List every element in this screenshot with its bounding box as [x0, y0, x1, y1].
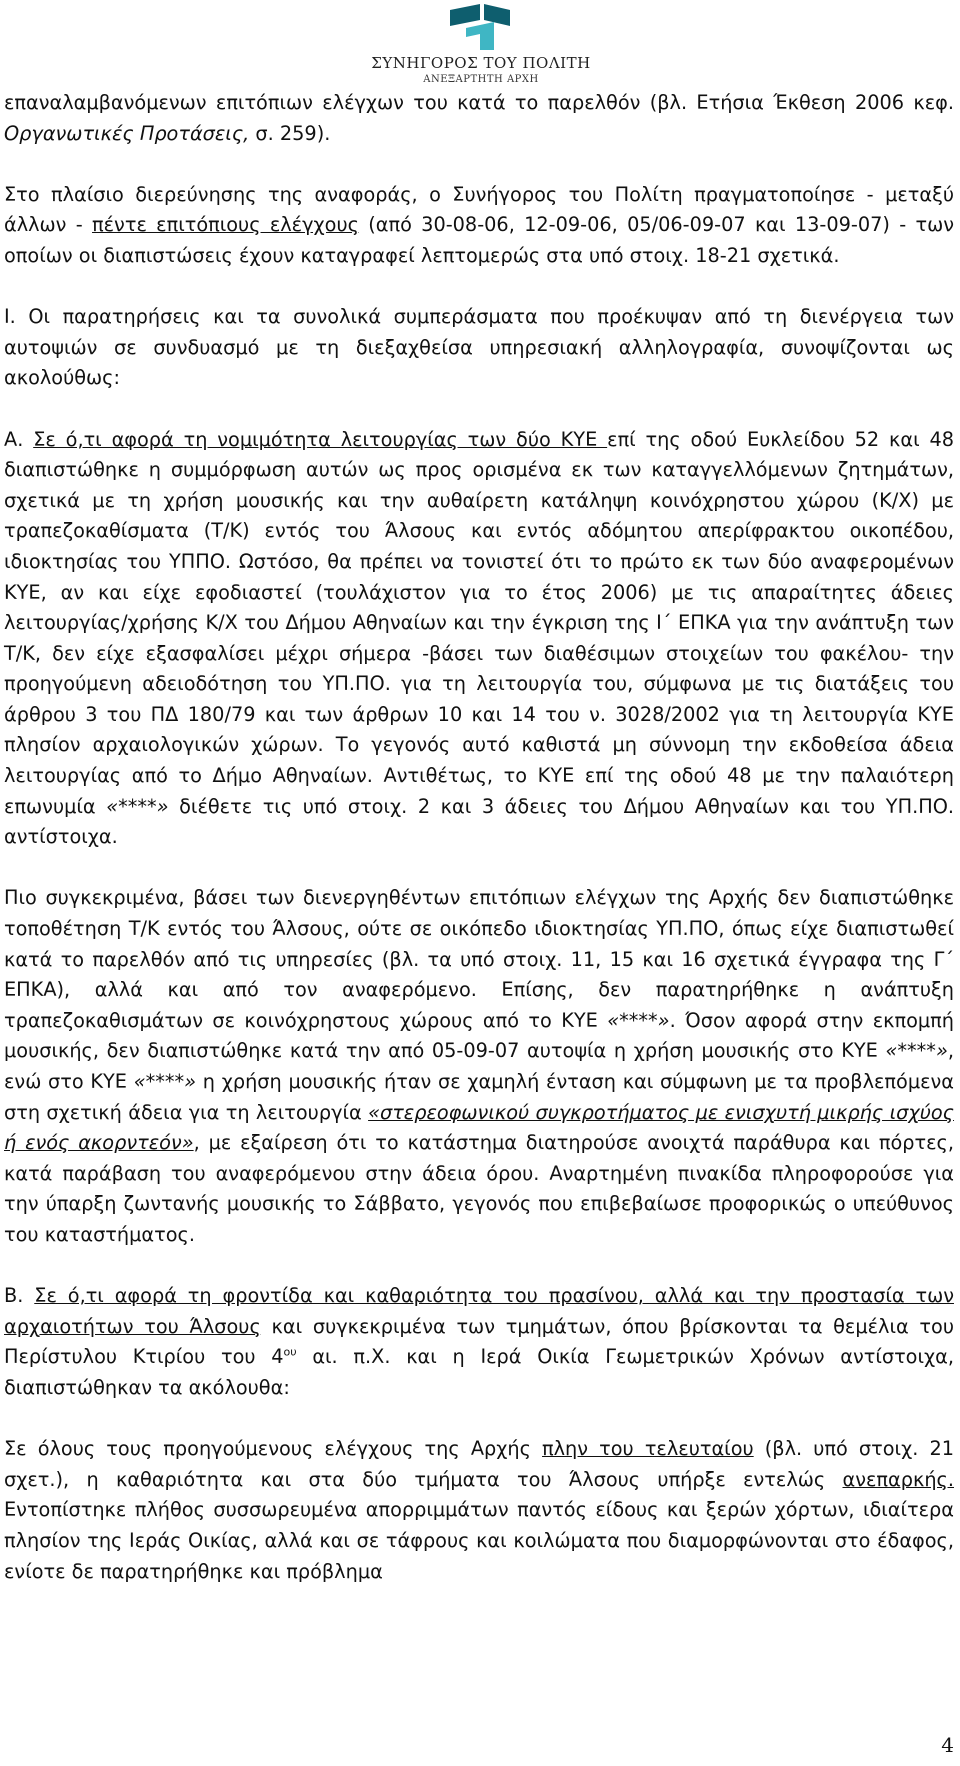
paragraph-6: Β. Σε ό,τι αφορά τη φροντίδα και καθαριότητα του πρασίνου, αλλά και την προστασία των αρχαιοτήτων του Άλσους και συγκεκριμένα των τμημάτων, όπου βρίσκονται τα θεμέλια του Περίστυλου Κτιρίου του $4^{o\upsilon}$ αι. π.Χ. και η Ιερά Οικία Γεωμετρικών Χρόνων αντίστοιχα, διαπιστώθηκαν τα ακόλουθα:	[4, 1284, 954, 1399]
header-logo	[366, 2, 596, 88]
page-number: 4	[941, 1733, 954, 1757]
paragraph-2: Στο πλαίσιο διερεύνησης της αναφοράς, ο Συνήγορος του Πολίτη πραγματοποίησε - μεταξύ άλλων - πέντε επιτόπιους ελέγχους (από 30-08-06, 12-09-06, 05/06-09-07 και 13-09-07) - των οποίων οι διαπιστώσεις έχουν καταγραφεί λεπτομερώς στα υπό στοιχ. 18-21 σχετικά.	[4, 182, 954, 267]
ombudsman-logo-icon	[444, 2, 516, 52]
paragraph-3: Ι. Οι παρατηρήσεις και τα συνολικά συμπεράσματα που προέκυψαν από τη διενέργεια των αυτοψιών σε συνδυασμό με τη διεξαχθείσα υπηρεσιακή αλληλογραφία, συνοψίζονται ως ακολούθως:	[4, 305, 954, 390]
document-body	[4, 88, 954, 1587]
paragraph-5: Πιο συγκεκριμένα, βάσει των διενεργηθέντων επιτόπιων ελέγχων της Αρχής δεν διαπιστώθηκε τοποθέτηση Τ/Κ εντός του Άλσους, ούτε σε οικόπεδο ιδιοκτησίας ΥΠ.ΠΟ, όπως είχε διαπιστωθεί κατά το παρελθόν από τις υπηρεσίες (βλ. τα υπό στοιχ. 11, 15 και 16 σχετικά έγγραφα της Γ΄ ΕΠΚΑ), αλλά και από τον αναφερόμενο. Επίσης, δεν παρατηρήθηκε η ανάπτυξη τραπεζοκαθισμάτων σε κοινόχρηστους χώρους από το ΚΥΕ «****». Όσον αφορά στην εκπομπή μουσικής, δεν διαπιστώθηκε κατά την από 05-09-07 αυτοψία η χρήση μουσικής στο ΚΥΕ «****», ενώ στο ΚΥΕ «****» η χρήση μουσικής ήταν σε χαμηλή ένταση και σύμφωνη με τα προβλεπόμενα στη σχετική άδεια για τη λειτουργία «στερεοφωνικού συγκροτήματος με ενισχυτή μικρής ισχύος ή ενός ακορντεόν», με εξαίρεση ότι το κατάστημα διατηρούσε ανοιχτά παράθυρα και πόρτες, κατά παράβαση του αναφερόμενου στην άδεια όρου. Αναρτημένη πινακίδα πληροφορούσε για την ύπαρξη ζωντανής μουσικής το Σάββατο, γεγονός που επιβεβαίωσε προφορικώς ο υπεύθυνος του καταστήματος.	[4, 886, 954, 1246]
paragraph-7: Σε όλους τους προηγούμενους ελέγχους της Αρχής πλην του τελευταίου (βλ. υπό στοιχ. 21 σχετ.), η καθαριότητα και στα δύο τμήματα του Άλσους υπήρξε εντελώς ανεπαρκής. Εντοπίστηκε πλήθος συσσωρευμένα απορριμμάτων παντός είδους και ξερών χόρτων, ιδιαίτερα πλησίον της Ιεράς Οικίας, αλλά και σε τάφρους και κοιλώματα που διαμορφώνονται στο έδαφος, ενίοτε δε παρατηρήθηκε και πρόβλημα	[4, 1437, 954, 1583]
org-name: ΣΥΝΗΓΟΡΟΣ ΤΟΥ ΠΟΛΙΤΗ	[371, 54, 591, 72]
paragraph-1: επαναλαμβανόμενων επιτόπιων ελέγχων του κατά το παρελθόν (βλ. Ετήσια Έκθεση 2006 κεφ. Οργανωτικές Προτάσεις, σ. 259).	[4, 91, 954, 145]
org-tagline: ΑΝΕΞΑΡΤΗΤΗ ΑΡΧΗ	[423, 74, 539, 85]
paragraph-4: Α. Σε ό,τι αφορά τη νομιμότητα λειτουργίας των δύο ΚΥΕ επί της οδού Ευκλείδου 52 και 48 διαπιστώθηκε η συμμόρφωση αυτών ως προς ορισμένα εκ των καταγγελλόμενων ζητημάτων, σχετικά με τη χρήση μουσικής και την αυθαίρετη κατάληψη κοινόχρηστου χώρου (Κ/Χ) με τραπεζοκαθίσματα (Τ/Κ) εντός του Άλσους και εντός αδόμητου απερίφρακτου οικοπέδου, ιδιοκτησίας του ΥΠΠΟ. Ωστόσο, θα πρέπει να τονιστεί ότι το πρώτο εκ των δύο αναφερομένων ΚΥΕ, αν και είχε εφοδιαστεί (τουλάχιστον για το έτος 2006) με τις απαραίτητες άδειες λειτουργίας/χρήσης Κ/Χ του Δήμου Αθηναίων και την έγκριση της Ι΄ ΕΠΚΑ για την ανάπτυξη των Τ/Κ, δεν είχε εξασφαλίσει μέχρι σήμερα -βάσει των διαθέσιμων στοιχείων του φακέλου- την προηγούμενη αδειοδότηση του ΥΠ.ΠΟ. για τη λειτουργία του, σύμφωνα με τις διατάξεις του άρθρου 3 του ΠΔ 180/79 και των άρθρων 10 και 14 του ν. 3028/2002 για τη λειτουργία ΚΥΕ πλησίον αρχαιολογικών χώρων. Το γεγονός αυτό καθιστά μη σύννομη την εκδοθείσα άδεια λειτουργίας από το Δήμο Αθηναίων. Αντιθέτως, το ΚΥΕ επί της οδού 48 με την παλαιότερη επωνυμία «****» διέθετε τις υπό στοιχ. 2 και 3 άδειες του Δήμου Αθηναίων και του ΥΠ.ΠΟ. αντίστοιχα.	[4, 427, 955, 849]
